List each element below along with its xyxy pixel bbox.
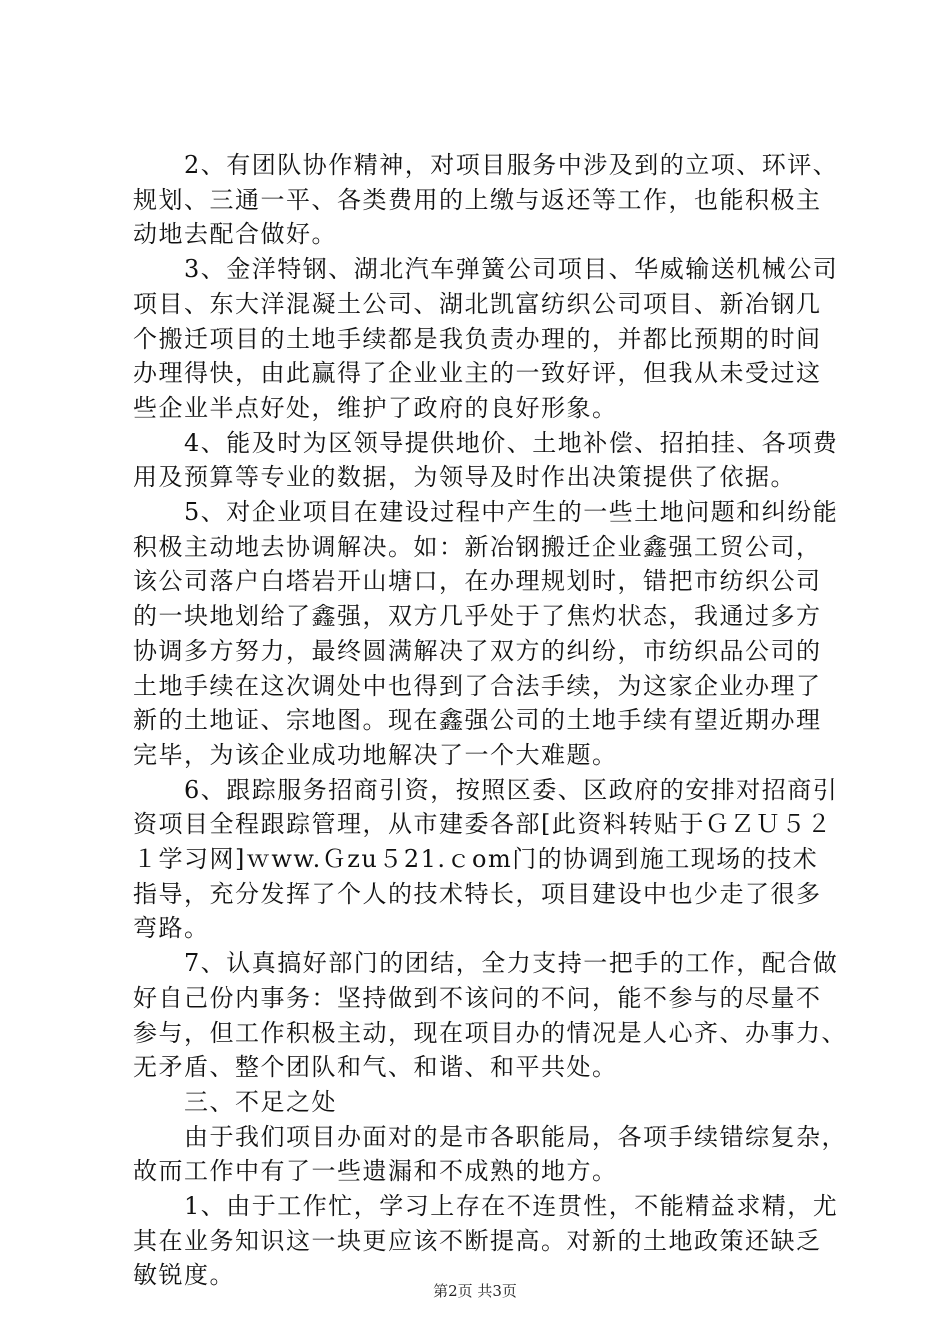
text-line: 完毕，为该企业成功地解决了一个大难题。 xyxy=(133,740,618,769)
text-line: 三、不足之处 xyxy=(133,1087,337,1116)
text-line: 敏锐度。 xyxy=(133,1261,235,1290)
text-line: 的一块地划给了鑫强，双方几乎处于了焦灼状态，我通过多方 xyxy=(133,602,822,631)
text-line: 其在业务知识这一块更应该不断提高。对新的土地政策还缺乏 xyxy=(133,1226,822,1255)
text-line: 5、对企业项目在建设过程中产生的一些土地问题和纠纷能 xyxy=(133,498,839,526)
text-line: 个搬迁项目的土地手续都是我负责办理的，并都比预期的时间 xyxy=(133,324,822,353)
text-line: 用及预算等专业的数据，为领导及时作出决策提供了依据。 xyxy=(133,463,796,492)
text-line: 2、有团队协作精神，对项目服务中涉及到的立项、环评、 xyxy=(133,151,839,179)
text-line: １学习网]ｗww.Ｇzu５21.ｃom门的协调到施工现场的技术 xyxy=(133,845,819,873)
text-line: 好自己份内事务：坚持做到不该问的不问，能不参与的尽量不 xyxy=(133,983,822,1012)
text-line: 3、金洋特钢、湖北汽车弹簧公司项目、华威输送机械公司 xyxy=(133,255,839,284)
text-line: 办理得快，由此赢得了企业业主的一致好评，但我从未受过这 xyxy=(133,359,822,388)
text-line: 规划、三通一平、各类费用的上缴与返还等工作，也能积极主 xyxy=(133,185,822,214)
text-line: 无矛盾、整个团队和气、和谐、和平共处。 xyxy=(133,1053,618,1082)
text-line: 项目、东大洋混凝土公司、湖北凯富纺织公司项目、新冶钢几 xyxy=(133,289,822,318)
text-line: 资项目全程跟踪管理，从市建委各部[此资料转贴于ＧＺＵ５２ xyxy=(133,810,833,839)
text-line: 动地去配合做好。 xyxy=(133,220,337,249)
page-footer: 第2页 共3页 xyxy=(433,1282,517,1300)
text-line: 积极主动地去协调解决。如：新冶钢搬迁企业鑫强工贸公司， xyxy=(133,532,822,561)
text-line: 指导，充分发挥了个人的技术特长，项目建设中也少走了很多 xyxy=(133,879,822,908)
text-line: 4、能及时为区领导提供地价、土地补偿、招拍挂、各项费 xyxy=(133,428,839,457)
text-line: 由于我们项目办面对的是市各职能局，各项手续错综复杂， xyxy=(133,1122,847,1151)
text-line: 协调多方努力，最终圆满解决了双方的纠纷，市纺织品公司的 xyxy=(133,636,822,665)
text-line: 7、认真搞好部门的团结，全力支持一把手的工作，配合做 xyxy=(133,949,839,978)
text-line: 弯路。 xyxy=(133,914,210,943)
text-line: 故而工作中有了一些遗漏和不成熟的地方。 xyxy=(133,1157,618,1186)
text-line: 1、由于工作忙，学习上存在不连贯性，不能精益求精，尤 xyxy=(133,1192,839,1220)
text-line: 该公司落户白塔岩开山塘口，在办理规划时，错把市纺织公司 xyxy=(133,567,822,596)
text-line: 些企业半点好处，维护了政府的良好形象。 xyxy=(133,393,618,422)
text-line: 土地手续在这次调处中也得到了合法手续，为这家企业办理了 xyxy=(133,671,822,700)
text-line: 参与，但工作积极主动，现在项目办的情况是人心齐、办事力、 xyxy=(133,1018,847,1047)
text-line: 新的土地证、宗地图。现在鑫强公司的土地手续有望近期办理 xyxy=(133,706,822,735)
text-line: 6、跟踪服务招商引资，按照区委、区政府的安排对招商引 xyxy=(133,775,839,804)
